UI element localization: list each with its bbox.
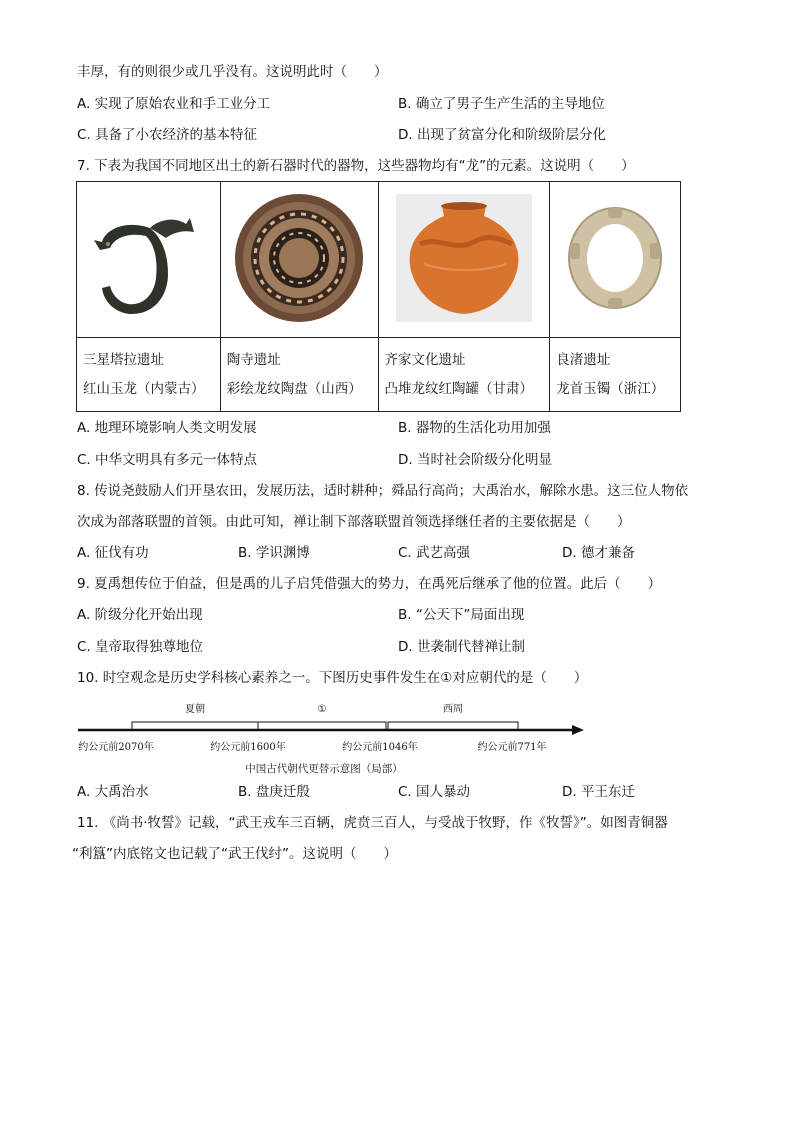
red-pottery-jar-icon [396, 194, 532, 322]
q7-option-c[interactable]: C. 中华文明具有多元一体特点 [77, 452, 258, 468]
q10-option-c[interactable]: C. 国人暴动 [398, 784, 471, 800]
artifact-name: 凸堆龙纹红陶罐（甘肃） [384, 380, 533, 397]
q10-option-d[interactable]: D. 平王东迁 [562, 784, 635, 800]
artifact-image-cell [220, 182, 378, 338]
q8-option-a[interactable]: A. 征伐有功 [77, 545, 149, 561]
q9-option-a[interactable]: A. 阶级分化开始出现 [77, 607, 203, 623]
timeline-caption: 中国古代朝代更替示意图（局部） [245, 763, 403, 775]
timeline-segment-label: 夏朝 [185, 704, 205, 715]
q8-stem-line1: 8. 传说尧鼓励人们开垦农田，发展历法，适时耕种；舜品行高尚；大禹治水，解除水患。这三位人物依 [77, 483, 689, 499]
q10-option-b[interactable]: B. 盘庚迁殷 [238, 784, 310, 800]
q9-option-c[interactable]: C. 皇帝取得独尊地位 [77, 639, 204, 655]
painted-plate-icon [230, 189, 368, 327]
artifact-table [76, 181, 681, 412]
artifact-site: 良渚遗址 [556, 351, 611, 368]
q6-option-b[interactable]: B. 确立了男子生产生活的主导地位 [398, 96, 605, 112]
artifact-image-cell [77, 182, 221, 338]
timeline-segment-label: 西周 [443, 704, 463, 715]
artifact-name: 彩绘龙纹陶盘（山西） [226, 380, 362, 397]
artifact-image-cell [550, 182, 681, 338]
timeline-date: 约公元前2070年 [78, 742, 154, 753]
artifact-site: 三星塔拉遗址 [83, 351, 164, 368]
artifact-caption [77, 338, 221, 412]
q6-option-a[interactable]: A. 实现了原始农业和手工业分工 [77, 96, 271, 112]
artifact-name: 红山玉龙（内蒙古） [83, 380, 205, 397]
jade-bracelet-icon [560, 203, 670, 313]
timeline-date: 约公元前1600年 [210, 742, 286, 753]
artifact-site: 齐家文化遗址 [384, 351, 466, 368]
q7-stem: 7. 下表为我国不同地区出土的新石器时代的器物，这些器物均有“龙”的元素。这说明（ ） [77, 158, 635, 174]
q11-stem-line1: 11. 《尚书·牧誓》记载，“武王戎车三百辆，虎贲三百人，与受战于牧野，作《牧誓》”。如图青铜器 [77, 815, 668, 831]
artifact-caption [550, 338, 681, 412]
artifact-caption [220, 338, 378, 412]
q6-option-d[interactable]: D. 出现了贫富分化和阶级阶层分化 [398, 127, 606, 143]
q10-stem: 10. 时空观念是历史学科核心素养之一。下图历史事件发生在①对应朝代的是（ ） [77, 670, 588, 686]
q6-stem-tail: 丰厚，有的则很少或几乎没有。这说明此时（ ） [77, 64, 388, 80]
q7-option-b[interactable]: B. 器物的生活化功用加强 [398, 420, 551, 436]
q8-stem-line2: 次成为部落联盟的首领。由此可知，禅让制下部落联盟首领选择继任者的主要依据是（ ） [77, 514, 631, 530]
timeline-date: 约公元前1046年 [342, 742, 418, 753]
q11-stem-line2: “利簋”内底铭文也记载了“武王伐纣”。这说明（ ） [72, 846, 397, 862]
q8-option-d[interactable]: D. 德才兼备 [562, 545, 635, 561]
timeline-date: 约公元前771年 [477, 742, 547, 753]
q8-option-b[interactable]: B. 学识渊博 [238, 545, 310, 561]
artifact-image-cell [378, 182, 550, 338]
q8-option-c[interactable]: C. 武艺高强 [398, 545, 471, 561]
artifact-caption [378, 338, 550, 412]
q9-option-d[interactable]: D. 世袭制代替禅让制 [398, 639, 525, 655]
jade-dragon-icon [88, 198, 208, 318]
timeline-segment-label: ① [317, 704, 327, 715]
dynasty-timeline [74, 692, 594, 778]
q10-option-a[interactable]: A. 大禹治水 [77, 784, 149, 800]
timeline-arrow-icon [572, 725, 584, 735]
q6-option-c[interactable]: C. 具备了小农经济的基本特征 [77, 127, 258, 143]
q7-option-d[interactable]: D. 当时社会阶级分化明显 [398, 452, 552, 468]
artifact-site: 陶寺遗址 [226, 351, 281, 368]
artifact-name: 龙首玉镯（浙江） [556, 380, 665, 397]
q9-stem: 9. 夏禹想传位于伯益，但是禹的儿子启凭借强大的势力，在禹死后继承了他的位置。此后（ ） [77, 576, 662, 592]
q9-option-b[interactable]: B. “公天下”局面出现 [398, 607, 525, 623]
q7-option-a[interactable]: A. 地理环境影响人类文明发展 [77, 420, 257, 436]
